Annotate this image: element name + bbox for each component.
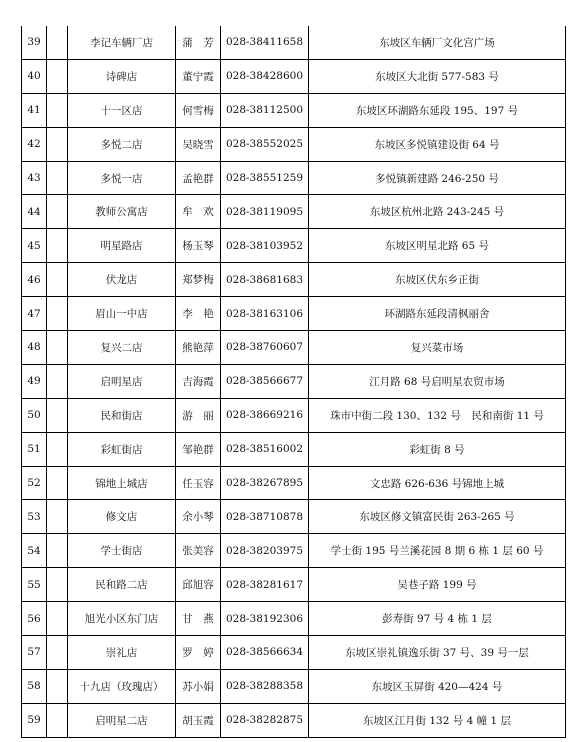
store-address: 东坡区伏东乡正街	[309, 263, 566, 297]
manager-name: 游 丽	[176, 398, 221, 432]
phone-number: 028-38681683	[221, 263, 309, 297]
store-address: 东坡区杭州北路 243-245 号	[309, 195, 566, 229]
phone-number: 028-38669216	[221, 398, 309, 432]
table-row	[22, 297, 566, 331]
table-row	[22, 568, 566, 602]
blank-cell	[47, 602, 68, 636]
blank-cell	[47, 466, 68, 500]
store-name: 民和路二店	[68, 568, 176, 602]
row-number: 50	[22, 398, 47, 432]
phone-number: 028-38281617	[221, 568, 309, 602]
table-row	[22, 59, 566, 93]
row-number: 43	[22, 161, 47, 195]
store-address: 东坡区大北街 577-583 号	[309, 59, 566, 93]
store-address: 东坡区明星北路 65 号	[309, 229, 566, 263]
table-row	[22, 466, 566, 500]
phone-number: 028-38103952	[221, 229, 309, 263]
store-name: 彩虹街店	[68, 432, 176, 466]
phone-number: 028-38203975	[221, 534, 309, 568]
manager-name: 邹艳群	[176, 432, 221, 466]
phone-number: 028-38566634	[221, 636, 309, 670]
table-row	[22, 534, 566, 568]
row-number: 58	[22, 669, 47, 703]
row-number: 52	[22, 466, 47, 500]
blank-cell	[47, 127, 68, 161]
store-address: 东坡区修文镇富民街 263-265 号	[309, 500, 566, 534]
row-number: 41	[22, 93, 47, 127]
row-number: 40	[22, 59, 47, 93]
store-name: 锦地上城店	[68, 466, 176, 500]
store-address: 东坡区崇礼镇逸乐街 37 号、39 号一层	[309, 636, 566, 670]
row-number: 51	[22, 432, 47, 466]
phone-number: 028-38288358	[221, 669, 309, 703]
store-name: 启明星店	[68, 364, 176, 398]
row-number: 57	[22, 636, 47, 670]
blank-cell	[47, 398, 68, 432]
manager-name: 杨玉琴	[176, 229, 221, 263]
phone-number: 028-38760607	[221, 331, 309, 365]
store-name: 多悦一店	[68, 161, 176, 195]
table-row	[22, 26, 566, 59]
store-address: 彩虹街 8 号	[309, 432, 566, 466]
table-row	[22, 127, 566, 161]
store-name: 明星路店	[68, 229, 176, 263]
manager-name: 李 艳	[176, 297, 221, 331]
row-number: 53	[22, 500, 47, 534]
blank-cell	[47, 26, 68, 59]
store-name: 学士街店	[68, 534, 176, 568]
manager-name: 蒲 芳	[176, 26, 221, 59]
store-address: 复兴菜市场	[309, 331, 566, 365]
table-row	[22, 636, 566, 670]
table-row	[22, 432, 566, 466]
manager-name: 邱旭容	[176, 568, 221, 602]
store-address: 东坡区江月街 132 号 4 幢 1 层	[309, 703, 566, 737]
store-name: 教师公寓店	[68, 195, 176, 229]
store-address: 东坡区车辆厂文化宫广场	[309, 26, 566, 59]
blank-cell	[47, 500, 68, 534]
blank-cell	[47, 93, 68, 127]
table-row	[22, 229, 566, 263]
table-row	[22, 669, 566, 703]
phone-number: 028-38192306	[221, 602, 309, 636]
table-row	[22, 500, 566, 534]
store-address: 东坡区玉屏街 420—424 号	[309, 669, 566, 703]
store-address: 珠市中街二段 130、132 号 民和南街 11 号	[309, 398, 566, 432]
store-address: 吴巷子路 199 号	[309, 568, 566, 602]
manager-name: 苏小娟	[176, 669, 221, 703]
phone-number: 028-38552025	[221, 127, 309, 161]
phone-number: 028-38267895	[221, 466, 309, 500]
store-name: 崇礼店	[68, 636, 176, 670]
store-name: 多悦二店	[68, 127, 176, 161]
store-address: 文忠路 626-636 号锦地上城	[309, 466, 566, 500]
store-name: 十一区店	[68, 93, 176, 127]
blank-cell	[47, 364, 68, 398]
store-table	[21, 26, 566, 738]
store-name: 诗碑店	[68, 59, 176, 93]
row-number: 59	[22, 703, 47, 737]
phone-number: 028-38516002	[221, 432, 309, 466]
table-row	[22, 364, 566, 398]
store-name: 修文店	[68, 500, 176, 534]
phone-number: 028-38551259	[221, 161, 309, 195]
table-row	[22, 93, 566, 127]
phone-number: 028-38282875	[221, 703, 309, 737]
store-address: 东坡区多悦镇建设街 64 号	[309, 127, 566, 161]
manager-name: 董宁霞	[176, 59, 221, 93]
store-name: 十九店（玫瑰店）	[68, 669, 176, 703]
manager-name: 吉海霞	[176, 364, 221, 398]
manager-name: 吴晓雪	[176, 127, 221, 161]
blank-cell	[47, 636, 68, 670]
store-name: 旭光小区东门店	[68, 602, 176, 636]
row-number: 56	[22, 602, 47, 636]
manager-name: 张美容	[176, 534, 221, 568]
store-name: 启明星二店	[68, 703, 176, 737]
manager-name: 余小琴	[176, 500, 221, 534]
row-number: 55	[22, 568, 47, 602]
store-address: 多悦镇新建路 246-250 号	[309, 161, 566, 195]
row-number: 47	[22, 297, 47, 331]
phone-number: 028-38710878	[221, 500, 309, 534]
table-row	[22, 398, 566, 432]
blank-cell	[47, 59, 68, 93]
phone-number: 028-38428600	[221, 59, 309, 93]
blank-cell	[47, 669, 68, 703]
store-name: 眉山一中店	[68, 297, 176, 331]
blank-cell	[47, 195, 68, 229]
row-number: 48	[22, 331, 47, 365]
row-number: 39	[22, 26, 47, 59]
table-row	[22, 602, 566, 636]
blank-cell	[47, 229, 68, 263]
store-name: 复兴二店	[68, 331, 176, 365]
manager-name: 熊艳萍	[176, 331, 221, 365]
phone-number: 028-38566677	[221, 364, 309, 398]
phone-number: 028-38411658	[221, 26, 309, 59]
table-row	[22, 703, 566, 737]
manager-name: 胡玉霞	[176, 703, 221, 737]
blank-cell	[47, 161, 68, 195]
store-address: 彭寿街 97 号 4 栋 1 层	[309, 602, 566, 636]
store-name: 民和街店	[68, 398, 176, 432]
table-row	[22, 331, 566, 365]
manager-name: 郑梦梅	[176, 263, 221, 297]
store-address: 东坡区环湖路东延段 195、197 号	[309, 93, 566, 127]
table-row	[22, 161, 566, 195]
store-address: 学士街 195 号兰溪花园 8 期 6 栋 1 层 60 号	[309, 534, 566, 568]
phone-number: 028-38119095	[221, 195, 309, 229]
store-address: 环湖路东延段清枫丽舍	[309, 297, 566, 331]
blank-cell	[47, 534, 68, 568]
blank-cell	[47, 703, 68, 737]
phone-number: 028-38112500	[221, 93, 309, 127]
blank-cell	[47, 568, 68, 602]
manager-name: 牟 欢	[176, 195, 221, 229]
store-address: 江月路 68 号启明星农贸市场	[309, 364, 566, 398]
manager-name: 甘 燕	[176, 602, 221, 636]
row-number: 46	[22, 263, 47, 297]
manager-name: 罗 婷	[176, 636, 221, 670]
blank-cell	[47, 432, 68, 466]
phone-number: 028-38163106	[221, 297, 309, 331]
manager-name: 何雪梅	[176, 93, 221, 127]
blank-cell	[47, 263, 68, 297]
manager-name: 孟艳群	[176, 161, 221, 195]
store-name: 李记车辆厂店	[68, 26, 176, 59]
row-number: 45	[22, 229, 47, 263]
table-row	[22, 263, 566, 297]
manager-name: 任玉容	[176, 466, 221, 500]
blank-cell	[47, 297, 68, 331]
row-number: 54	[22, 534, 47, 568]
row-number: 49	[22, 364, 47, 398]
row-number: 42	[22, 127, 47, 161]
row-number: 44	[22, 195, 47, 229]
store-name: 伏龙店	[68, 263, 176, 297]
table-row	[22, 195, 566, 229]
blank-cell	[47, 331, 68, 365]
